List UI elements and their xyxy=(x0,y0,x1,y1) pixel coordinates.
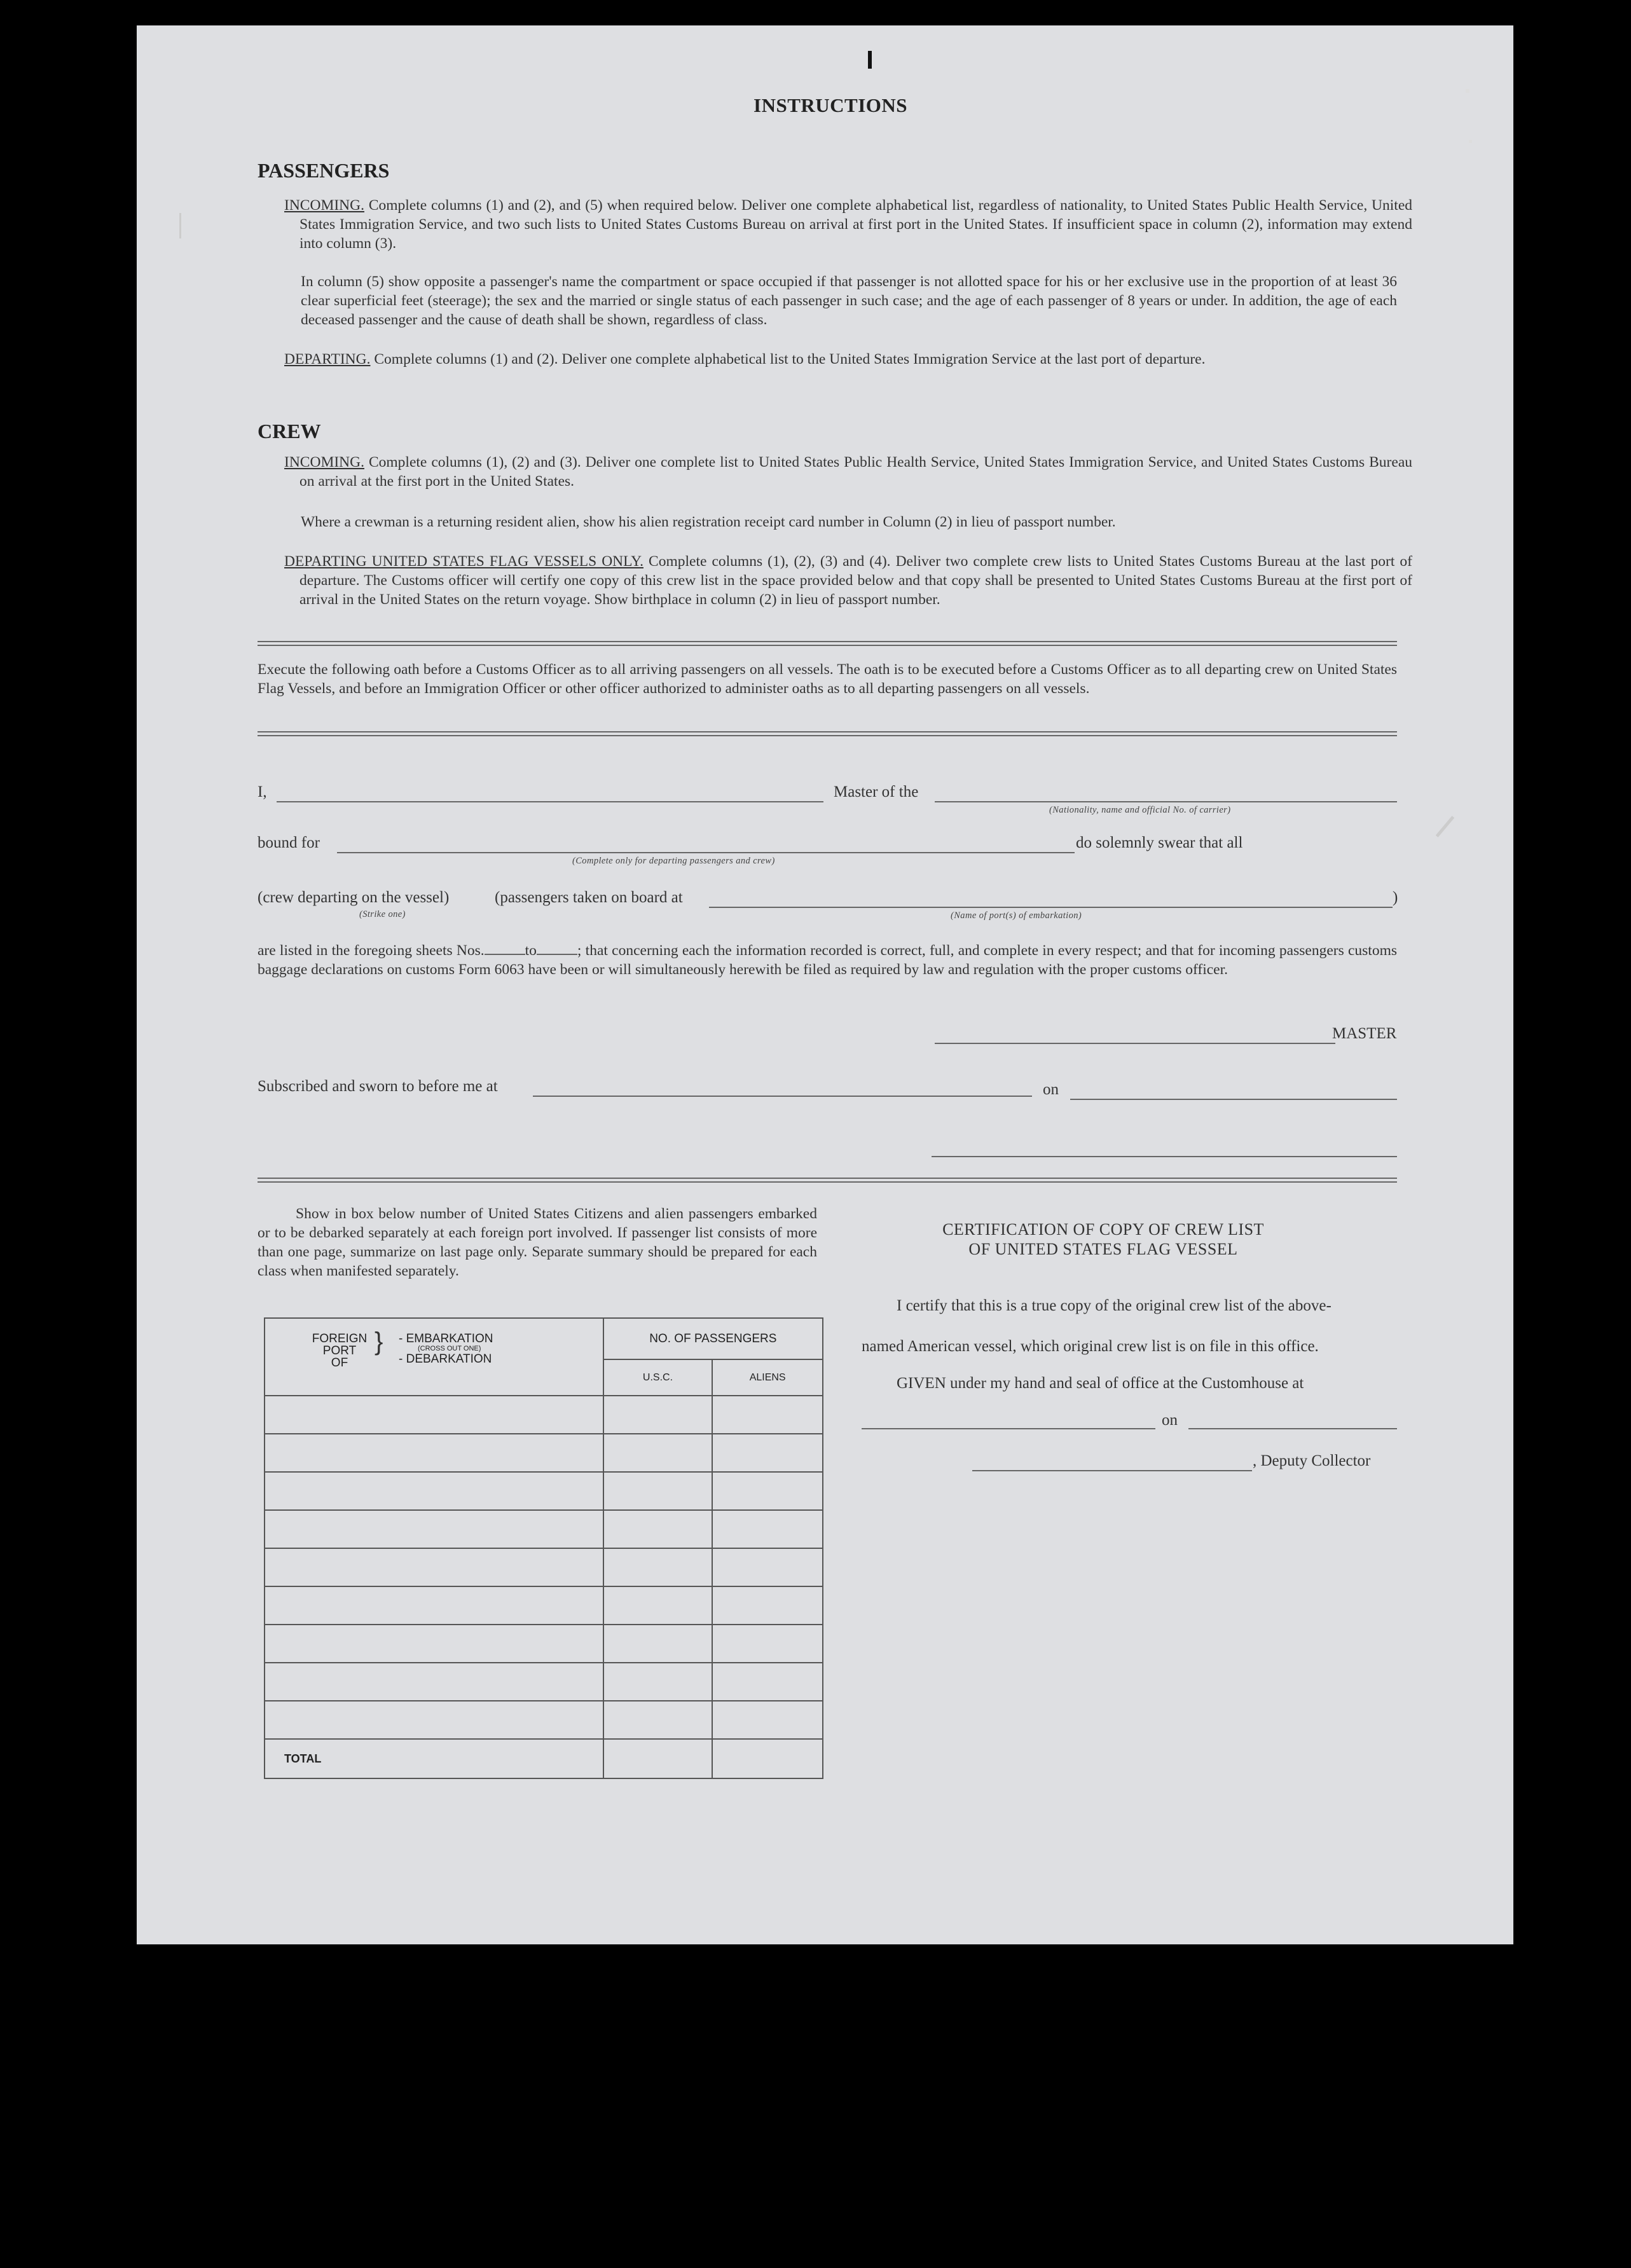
certification-title-line1: CERTIFICATION OF COPY OF CREW LIST xyxy=(942,1220,1264,1239)
usc-cell[interactable] xyxy=(603,1396,713,1434)
aliens-cell[interactable] xyxy=(712,1396,823,1434)
passengers-incoming-paragraph xyxy=(284,196,1412,253)
port-cell[interactable] xyxy=(265,1548,603,1586)
customhouse-line[interactable] xyxy=(862,1428,1155,1429)
port-cell[interactable] xyxy=(265,1510,603,1548)
crew-departing-label: DEPARTING UNITED STATES FLAG VESSELS ONLY. xyxy=(284,553,643,570)
table-row xyxy=(265,1586,823,1625)
passengers-departing-paragraph xyxy=(284,350,1412,369)
passengers-heading: PASSENGERS xyxy=(258,159,390,182)
passengers-departing-text: Complete columns (1) and (2). Deliver one complete alphabetical list to the United States Immigration Service at the last port of departure. xyxy=(374,351,1206,368)
punch-mark xyxy=(868,51,872,69)
usc-cell[interactable] xyxy=(603,1472,713,1510)
header-brace: } xyxy=(375,1328,383,1356)
aliens-cell[interactable] xyxy=(712,1586,823,1625)
crew-incoming-text: Complete columns (1), (2) and (3). Deliver one complete list to United States Public Health Service, United States Immigration Service, and United States Customs Bureau on arrival at the first port in the United States. xyxy=(299,454,1412,490)
sheet-from-field[interactable] xyxy=(485,954,525,955)
deputy-label: , Deputy Collector xyxy=(1253,1452,1371,1469)
table-row xyxy=(265,1625,823,1663)
subscribed-label: Subscribed and sworn to before me at xyxy=(258,1078,498,1095)
aliens-cell[interactable] xyxy=(712,1472,823,1510)
master-label: MASTER xyxy=(1332,1025,1397,1042)
crew-departing-text: Complete columns (1), (2), (3) and (4). Deliver two complete crew lists to United States Customs Bureau at the last port of departure. The Customs officer will certify one copy of this crew list in the space provided below and that copy shall be presented to United States Customs Bureau at the first port of arrival in the United States on the return voyage. Show birthplace in column (2) in lieu of passport number. xyxy=(299,553,1412,608)
port-header-cell xyxy=(265,1318,603,1396)
strike-caption: (Strike one) xyxy=(359,909,406,919)
deputy-signature-line[interactable] xyxy=(972,1470,1252,1471)
certification-date-line[interactable] xyxy=(1188,1428,1397,1429)
certification-title-line2: OF UNITED STATES FLAG VESSEL xyxy=(968,1240,1238,1258)
divider-double xyxy=(258,1178,1397,1183)
oath-i-label: I, xyxy=(258,783,267,801)
header-passengers: NO. OF PASSENGERS xyxy=(603,1318,823,1359)
port-cell[interactable] xyxy=(265,1701,603,1739)
officer-signature-line[interactable] xyxy=(932,1156,1397,1157)
usc-cell[interactable] xyxy=(603,1586,713,1625)
passengers-incoming-text: Complete columns (1) and (2), and (5) when required below. Deliver one complete alphabetical list, regardless of nationality, to United States Public Health Service, United States Immigration Service, and two such lists to United States Customs Bureau on arrival at first port in the United States. If insufficient space in column (2), information may extend into column (3). xyxy=(299,197,1413,252)
summary-instructions: Show in box below number of United States Citizens and alien passengers embarked or to be debarked separately at each foreign port involved. If passenger list consists of more than one page, summarize on last page only. Separate summary should be prepared for each class when manifested separately. xyxy=(258,1206,817,1279)
form-sheet xyxy=(137,25,1513,1944)
crew-departing-paragraph xyxy=(284,552,1412,609)
port-cell[interactable] xyxy=(265,1663,603,1701)
aliens-cell[interactable] xyxy=(712,1701,823,1739)
scan-speck xyxy=(1469,140,1472,143)
table-row xyxy=(265,1548,823,1586)
passenger-summary-table xyxy=(264,1317,823,1779)
usc-cell[interactable] xyxy=(603,1625,713,1663)
header-debarkation[interactable]: - DEBARKATION xyxy=(399,1352,492,1366)
sworn-date-line[interactable] xyxy=(1070,1099,1397,1100)
usc-cell[interactable] xyxy=(603,1434,713,1472)
total-row xyxy=(265,1739,823,1778)
header-of: OF xyxy=(331,1356,348,1370)
divider-double xyxy=(258,731,1397,736)
table-row xyxy=(265,1472,823,1510)
port-cell[interactable] xyxy=(265,1396,603,1434)
header-port: PORT xyxy=(322,1344,357,1357)
certification-on-label: on xyxy=(1162,1412,1178,1429)
table-row xyxy=(265,1510,823,1548)
bound-for-label: bound for xyxy=(258,834,320,851)
page-title: INSTRUCTIONS xyxy=(754,94,908,116)
port-cell[interactable] xyxy=(265,1625,603,1663)
crew-departing-option: (crew departing on the vessel) xyxy=(258,889,450,906)
scan-speck xyxy=(1466,89,1469,93)
listed-rest: ; that concerning each the information recorded is correct, full, and complete in every respect; and that for incoming passengers customs baggage declarations on customs Form 6063 have been or will simultaneously herewith be filed as required by law and regulation with the proper customs officer. xyxy=(258,942,1397,978)
aliens-cell[interactable] xyxy=(712,1434,823,1472)
usc-cell[interactable] xyxy=(603,1701,713,1739)
table-row xyxy=(265,1663,823,1701)
ports-caption: (Name of port(s) of embarkation) xyxy=(951,911,1082,921)
port-cell[interactable] xyxy=(265,1434,603,1472)
certification-title xyxy=(881,1220,1326,1259)
listed-paragraph xyxy=(258,941,1397,979)
divider-double xyxy=(258,641,1397,646)
bound-for-line[interactable] xyxy=(337,852,1075,853)
master-name-line[interactable] xyxy=(277,801,823,802)
header-usc: U.S.C. xyxy=(603,1359,713,1396)
passengers-column5-paragraph: In column (5) show opposite a passenger's name the compartment or space occupied if that passenger is not allotted space for his or her exclusive use in the proportion of at least 36 clear superficial feet (steerage); the sex and the married or single status of each passenger in such case; and the age of each passenger of 8 years or under. In addition, the age of each deceased passenger and the cause of death shall be shown, regardless of class. xyxy=(301,273,1397,328)
bound-caption: (Complete only for departing passengers and crew) xyxy=(572,856,775,866)
crew-heading: CREW xyxy=(258,420,321,443)
aliens-cell[interactable] xyxy=(712,1625,823,1663)
carrier-line[interactable] xyxy=(935,801,1397,802)
table-row xyxy=(265,1396,823,1434)
usc-cell[interactable] xyxy=(603,1663,713,1701)
usc-total-cell[interactable] xyxy=(603,1739,713,1778)
scan-speck xyxy=(179,213,181,238)
usc-cell[interactable] xyxy=(603,1548,713,1586)
embarkation-ports-line[interactable] xyxy=(709,907,1393,908)
oath-instruction: Execute the following oath before a Customs Officer as to all arriving passengers on all vessels. The oath is to be executed before a Customs Officer as to all departing crew on United States Flag Vessels, and before an Immigration Officer or other officer authorized to administer oaths as to all departing passengers on all vessels. xyxy=(258,661,1397,697)
carrier-caption: (Nationality, name and official No. of carrier) xyxy=(1049,805,1231,815)
crew-resident-paragraph: Where a crewman is a returning resident alien, show his alien registration receipt card number in Column (2) in lieu of passport number. xyxy=(301,514,1116,530)
sworn-on-label: on xyxy=(1043,1081,1059,1098)
port-cell[interactable] xyxy=(265,1586,603,1625)
usc-cell[interactable] xyxy=(603,1510,713,1548)
port-cell[interactable] xyxy=(265,1472,603,1510)
listed-to: to xyxy=(525,942,537,959)
total-label: TOTAL xyxy=(265,1739,603,1778)
certification-line1: I certify that this is a true copy of the original crew list of the above- xyxy=(897,1297,1332,1314)
table-row xyxy=(265,1701,823,1739)
aliens-total-cell[interactable] xyxy=(712,1739,823,1778)
listed-prefix: are listed in the foregoing sheets Nos. xyxy=(258,942,485,959)
sworn-place-line[interactable] xyxy=(533,1096,1032,1097)
passengers-taken-option: (passengers taken on board at xyxy=(495,889,683,906)
table-row xyxy=(265,1434,823,1472)
certification-line2: named American vessel, which original crew list is on file in this office. xyxy=(862,1338,1319,1355)
sheet-to-field[interactable] xyxy=(537,954,577,955)
header-embarkation[interactable]: - EMBARKATION xyxy=(399,1332,493,1345)
master-signature-line[interactable] xyxy=(935,1043,1335,1044)
swear-label: do solemnly swear that all xyxy=(1076,834,1243,851)
aliens-cell[interactable] xyxy=(712,1510,823,1548)
certification-line3: GIVEN under my hand and seal of office at the Customhouse at xyxy=(897,1375,1304,1392)
aliens-cell[interactable] xyxy=(712,1663,823,1701)
header-foreign: FOREIGN xyxy=(312,1332,368,1345)
close-paren: ) xyxy=(1393,889,1398,906)
header-cross-out: (CROSS OUT ONE) xyxy=(418,1345,481,1352)
header-aliens: ALIENS xyxy=(712,1359,823,1396)
aliens-cell[interactable] xyxy=(712,1548,823,1586)
crew-incoming-label: INCOMING. xyxy=(284,454,364,471)
passengers-departing-label: DEPARTING. xyxy=(284,351,371,368)
passengers-incoming-label: INCOMING. xyxy=(284,197,364,214)
crew-incoming-paragraph xyxy=(284,453,1412,491)
master-of-label: Master of the xyxy=(834,783,919,801)
